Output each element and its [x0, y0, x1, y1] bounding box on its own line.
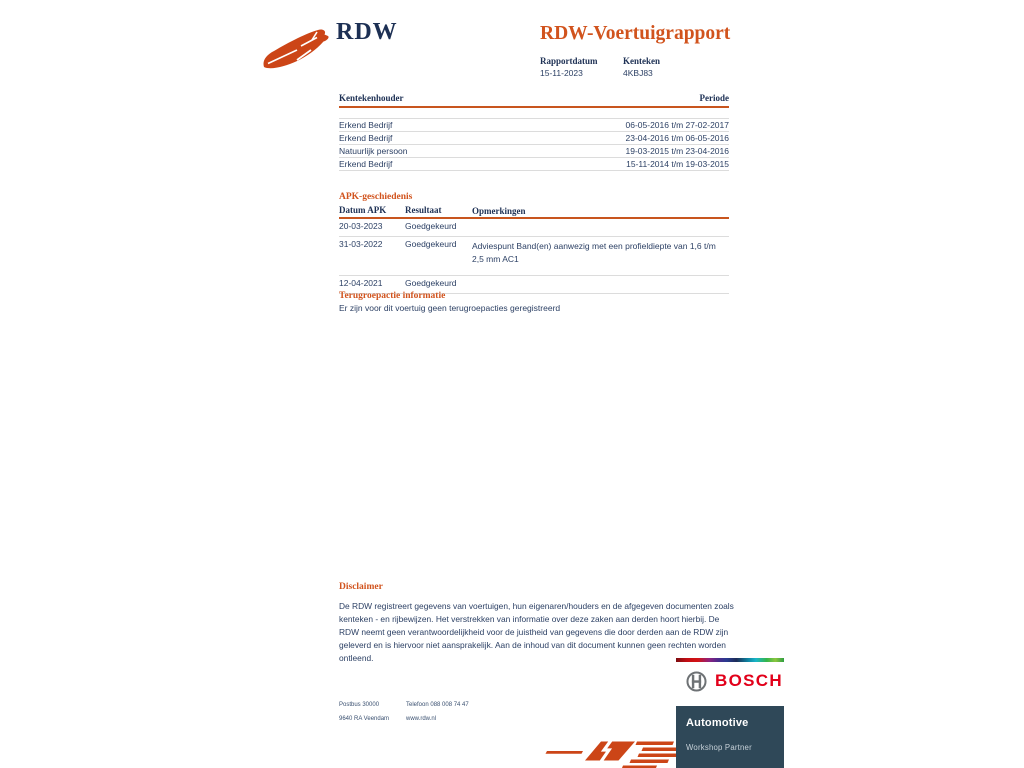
apk-date-column-header: Datum APK: [339, 205, 387, 215]
period-cell: 19-03-2015 t/m 23-04-2016: [625, 146, 729, 156]
holder-table-header: [339, 93, 729, 108]
rdw-wordmark: RDW: [336, 19, 398, 45]
footer-website: www.rdw.nl: [406, 716, 437, 722]
apk-date-cell: 20-03-2023: [339, 221, 383, 231]
table-row: [339, 131, 729, 144]
apk-table-header: [339, 205, 729, 219]
workshop-partner-label: Workshop Partner: [686, 743, 752, 752]
table-row: [339, 118, 729, 131]
disclaimer-line: geleverd en is hiervoor niet aansprakelijk. Aan de inhoud van dit document kunnen geen rechten worden: [339, 639, 726, 650]
report-date-label: Rapportdatum: [540, 56, 598, 66]
apk-date-cell: 12-04-2021: [339, 278, 383, 288]
disclaimer-heading: Disclaimer: [339, 582, 383, 592]
disclaimer-line: kenteken - en rijbewijzen. Het verstrekken van informatie over deze zaken aan derden hoort hierbij. De: [339, 613, 720, 624]
disclaimer-text: [339, 600, 739, 665]
holder-table-rows: [339, 118, 729, 171]
footer-postbox: Postbus 30000: [339, 702, 380, 708]
bosch-wordmark: BOSCH: [715, 671, 783, 690]
recall-section-heading: Terugroepactie informatie: [339, 291, 446, 301]
license-plate-label: Kenteken: [623, 56, 660, 66]
footer-city: 9640 RA Veendam: [339, 716, 390, 722]
holder-cell: Erkend Bedrijf: [339, 120, 393, 130]
bosch-supergraphic-bar: [676, 658, 784, 662]
apk-result-cell: Goedgekeurd: [405, 239, 457, 249]
apk-remarks-column-header: Opmerkingen: [472, 206, 526, 216]
period-cell: 06-05-2016 t/m 27-02-2017: [625, 120, 729, 130]
disclaimer-line: RDW neemt geen verantwoordelijkheid voor de juistheid van gegevens die door derden aan de RDW zijn: [339, 626, 729, 637]
apk-result-cell: Goedgekeurd: [405, 278, 457, 288]
table-row: [339, 237, 729, 276]
footer-row: [339, 702, 539, 716]
rdw-bird-logo-icon: [261, 26, 331, 70]
period-column-header: Periode: [699, 93, 729, 103]
apk-date-cell: 31-03-2022: [339, 239, 383, 249]
rdw-bird-footer-decoration-icon: [540, 738, 690, 768]
recall-text: Er zijn voor dit voertuig geen terugroepacties geregistreerd: [339, 303, 561, 313]
bosch-armature-icon: [686, 671, 707, 692]
apk-result-cell: Goedgekeurd: [405, 221, 457, 231]
footer-row: [339, 716, 539, 730]
footer-phone: Telefoon 088 008 74 47: [406, 702, 469, 708]
holder-cell: Natuurlijk persoon: [339, 146, 408, 156]
holder-column-header: Kentekenhouder: [339, 93, 404, 103]
license-plate-value: 4KBJ83: [623, 68, 653, 78]
apk-result-column-header: Resultaat: [405, 205, 442, 215]
holder-cell: Erkend Bedrijf: [339, 159, 393, 169]
footer-contact-block: [339, 702, 539, 730]
bosch-logo: [686, 669, 783, 693]
apk-section-heading: APK-geschiedenis: [339, 192, 413, 202]
page-title: RDW-Voertuigrapport: [540, 23, 731, 44]
disclaimer-line: De RDW registreert gegevens van voertuigen, hun eigenaren/houders en de afgegeven documenten zoals: [339, 601, 734, 611]
table-row: [339, 157, 729, 171]
table-row: [339, 144, 729, 157]
apk-remarks-cell: Adviespunt Band(en) aanwezig met een profieldiepte van 1,6 t/m 2,5 mm AC1: [472, 241, 716, 264]
automotive-title: Automotive: [686, 717, 749, 729]
period-cell: 23-04-2016 t/m 06-05-2016: [625, 133, 729, 143]
period-cell: 15-11-2014 t/m 19-03-2015: [626, 159, 729, 169]
bosch-automotive-partner-box: [676, 706, 784, 768]
report-date-value: 15-11-2023: [540, 68, 583, 78]
table-row: [339, 219, 729, 237]
holder-table: [339, 93, 729, 171]
apk-table: [339, 205, 729, 294]
disclaimer-line: ontleend.: [339, 652, 374, 663]
holder-cell: Erkend Bedrijf: [339, 133, 393, 143]
